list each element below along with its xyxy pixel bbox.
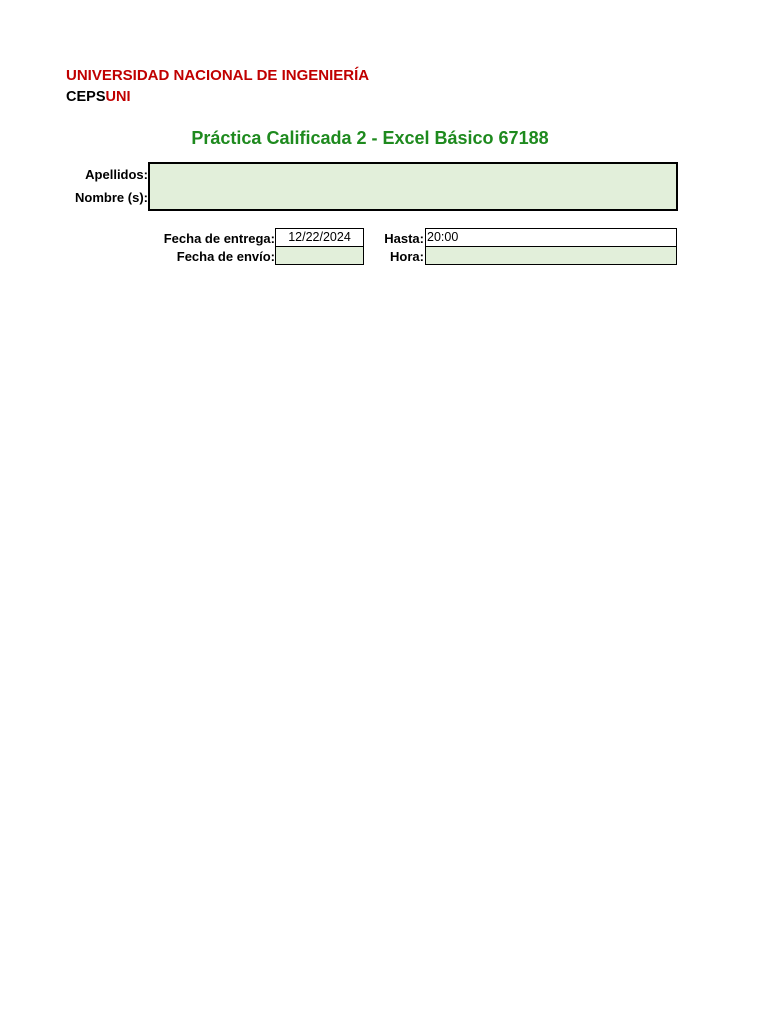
hasta-label: Hasta: [384,231,424,246]
uni-text: UNI [105,89,131,105]
hasta-cell[interactable]: 20:00 [425,228,677,247]
hora-label: Hora: [390,249,424,264]
cepsuni-logo-text [66,89,130,105]
fecha-entrega-cell[interactable]: 12/22/2024 [275,228,364,247]
apellidos-label: Apellidos: [85,167,148,182]
nombre-label: Nombre (s): [75,190,148,205]
fecha-envio-cell[interactable] [275,246,364,265]
name-input-field[interactable] [148,162,678,211]
university-name: UNIVERSIDAD NACIONAL DE INGENIERÍA [66,67,370,84]
hora-cell[interactable] [425,246,677,265]
page-title: Práctica Calificada 2 - Excel Básico 67188 [191,128,549,148]
fecha-entrega-label: Fecha de entrega: [163,231,275,246]
fecha-envio-label: Fecha de envío: [176,249,275,264]
ceps-text: CEPS [66,89,106,105]
